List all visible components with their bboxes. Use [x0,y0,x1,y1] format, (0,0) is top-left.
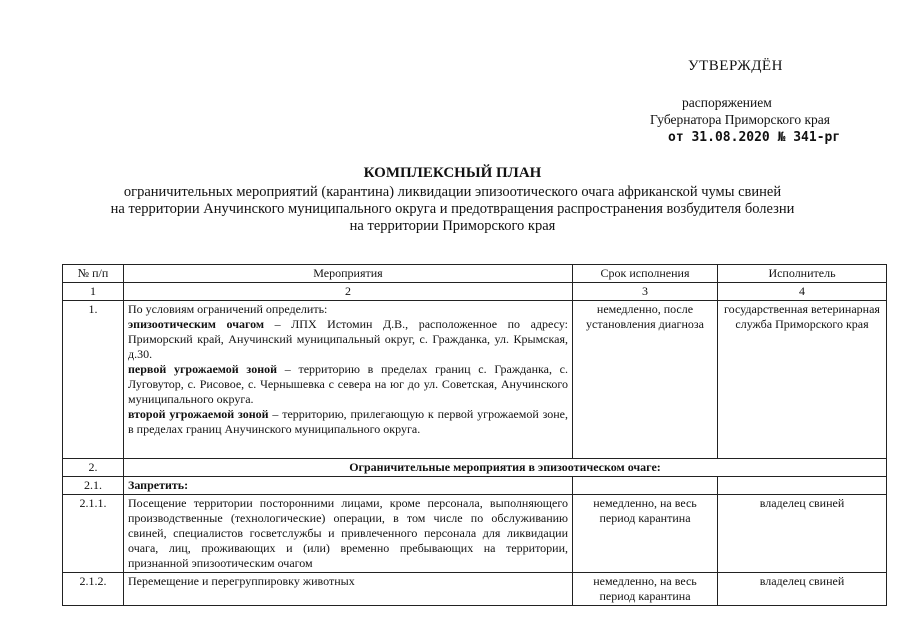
row-executor: государственная ветеринарная служба Приморского края [718,301,887,459]
row1-focus [128,317,568,362]
zone2-label: второй угрожаемой зоной [128,407,269,421]
row-deadline: немедленно, после установления диагноза [573,301,718,459]
plan-table [62,264,887,606]
decree-line-2: Губернатора Приморского края [650,112,830,127]
row-executor: владелец свиней [718,495,887,573]
zone1-label: первой угрожаемой зоной [128,362,278,376]
row-executor: владелец свиней [718,573,887,606]
section-heading-text: Ограничительные мероприятия в эпизоотическом очаге: [349,460,661,474]
document-subtitle [60,184,845,235]
table-row [63,495,887,573]
row1-intro: По условиям ограничений определить: [128,302,328,316]
subtitle-line-1: ограничительных мероприятий (карантина) ликвидации эпизоотического очага африканской чумы свиней [123,184,782,200]
row-number: 2.1.2. [63,573,124,606]
row-number: 2.1. [63,477,124,495]
row1-zone1 [128,362,568,407]
column-number-row [63,283,887,301]
table-row [63,477,887,495]
col-num-1: 1 [63,283,124,301]
row-deadline: немедленно, на весь период карантина [573,495,718,573]
table-row [63,301,887,459]
col-num-3: 3 [573,283,718,301]
row-number: 2.1.1. [63,495,124,573]
decree-date-number: от 31.08.2020 № 341-рг [668,130,841,145]
header-num: № п/п [63,265,124,283]
document-title: КОМПЛЕКСНЫЙ ПЛАН [363,165,542,181]
row-measure [124,301,573,459]
subsection-heading [124,477,573,495]
table-header-row [63,265,887,283]
header-executor: Исполнитель [718,265,887,283]
subtitle-line-2: на территории Анучинского муниципального округа и предотвращения распространения возбудителя болезни [110,201,795,217]
col-num-2: 2 [124,283,573,301]
focus-text: – ЛПХ Истомин Д.В., расположенное по адресу: Приморский край, Анучинский муниципальный округ, с. Гражданка, ул. Крымская, д.30. [128,317,568,361]
zone1-text: – территорию в пределах границ с. Гражданка, с. Луговутор, с. Рисовое, с. Чернышевка с севера на юг до ул. Советская, Анучинского муниципального округа. [128,362,569,406]
focus-label: эпизоотическим очагом [128,317,265,331]
table-row [63,459,887,477]
row1-zone2 [128,407,568,437]
section-heading [124,459,887,477]
row-measure: Перемещение и перегруппировку животных [124,573,573,606]
empty-cell [718,477,887,495]
zone2-text: – территорию, прилегающую к первой угрожаемой зоне, в пределах границ Анучинского муниципального округа. [128,407,569,436]
header-deadline: Срок исполнения [573,265,718,283]
row-measure: Посещение территории посторонними лицами, кроме персонала, выполняющего производственные (технологические) операции, в том числе по обслуживанию свиней, специалистов госветслужбы и привлеченного персонала для ликвидации очага, лиц, проживающих и (или) временно пребывающих на территории, признанной эпизоотическим очагом [124,495,573,573]
row-number: 1. [63,301,124,459]
decree-line-1: распоряжением [682,95,772,110]
row-deadline: немедленно, на весь период карантина [573,573,718,606]
subtitle-line-3: на территории Приморского края [349,218,556,234]
approved-stamp: УТВЕРЖДЁН [688,58,783,74]
subsection-heading-text: Запретить: [128,478,189,492]
col-num-4: 4 [718,283,887,301]
header-measures: Мероприятия [124,265,573,283]
empty-cell [573,477,718,495]
row-number: 2. [63,459,124,477]
table-row [63,573,887,606]
